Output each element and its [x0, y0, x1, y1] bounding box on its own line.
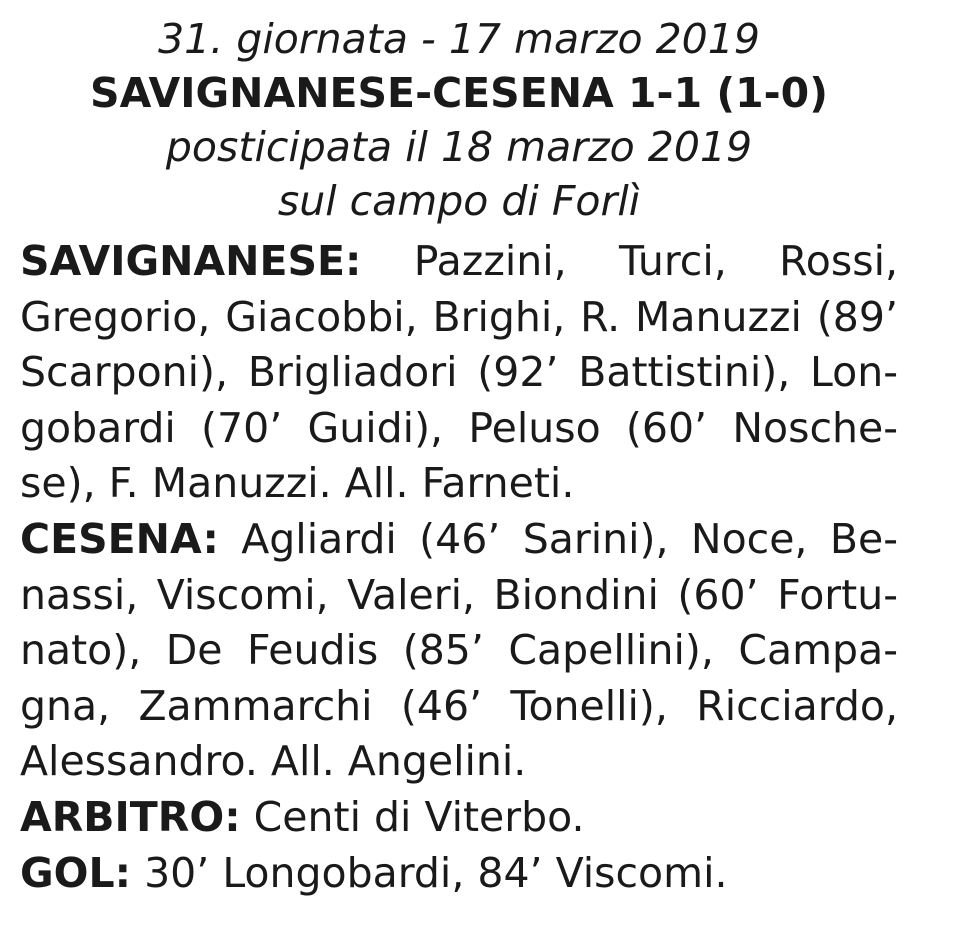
savignanese-lineup: [20, 234, 898, 512]
goals-info: [20, 846, 898, 902]
match-report: [20, 234, 898, 901]
cesena-lineup: [20, 512, 898, 790]
referee-line: [20, 790, 898, 846]
venue: sul campo di Forlì: [277, 177, 641, 225]
referee-text: Centi di Viterbo.: [253, 792, 585, 841]
lineup-line: nato), De Feudis (85’ Capellini), Campa-: [20, 626, 898, 675]
postponed-date: posticipata il 18 marzo 2019: [165, 123, 753, 171]
lineup-text: Pazzini, Turci, Rossi,: [413, 237, 898, 285]
lineup-line: Scarponi), Brigliadori (92’ Battistini), Lon-: [20, 348, 898, 397]
lineup-line: gobardi (70’ Guidi), Peluso (60’ Nosche-: [20, 403, 898, 452]
lineup-text: Agliardi (46’ Sarini), Noce, Be-: [241, 514, 898, 563]
lineup-line: Alessandro. All. Angelini.: [20, 737, 527, 786]
lineup-line: nassi, Viscomi, Valeri, Biondini (60’ Fortu-: [20, 570, 898, 619]
goals-text: 30’ Longobardi, 84’ Viscomi.: [144, 848, 728, 897]
referee-info: [20, 790, 898, 846]
goals-label: GOL:: [20, 848, 132, 897]
lineup-line: [20, 234, 898, 290]
match-result: SAVIGNANESE-CESENA 1-1 (1-0): [90, 69, 828, 117]
round-date: 31. giornata - 17 marzo 2019: [158, 15, 760, 63]
match-header: [0, 12, 918, 228]
lineup-line: Gregorio, Giacobbi, Brighi, R. Manuzzi (89’: [20, 292, 898, 341]
team-label-cesena: CESENA:: [20, 514, 219, 563]
lineup-line: gna, Zammarchi (46’ Tonelli), Ricciardo,: [20, 681, 898, 730]
referee-label: ARBITRO:: [20, 792, 241, 841]
team-label-savignanese: SAVIGNANESE:: [20, 237, 362, 285]
lineup-line: se), F. Manuzzi. All. Farneti.: [20, 459, 575, 508]
goals-line: [20, 846, 898, 902]
lineup-line: [20, 512, 898, 568]
